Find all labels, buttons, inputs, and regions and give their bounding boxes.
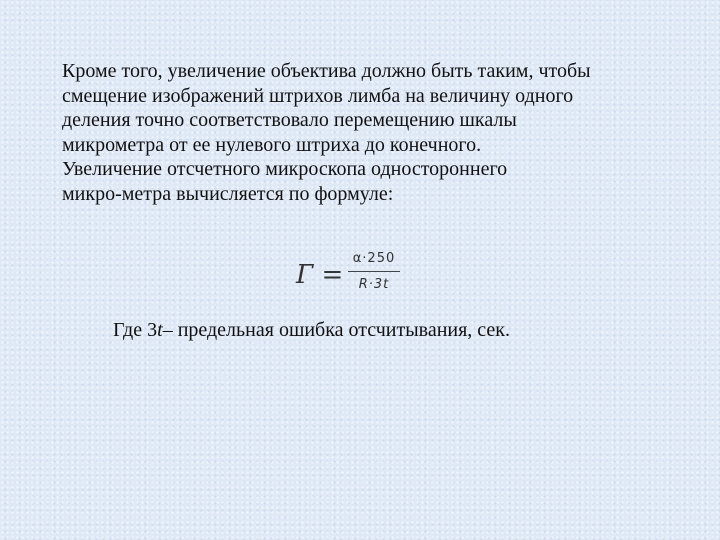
formula-fraction (348, 250, 400, 294)
fraction-bar (348, 271, 400, 272)
caption-prefix: Где 3 (113, 319, 158, 341)
paragraph-line: микро-метра вычисляется по формуле: (62, 182, 394, 205)
paragraph-line: Увеличение отсчетного микроскопа одностороннего (62, 158, 508, 180)
formula-numerator: α·250 (352, 251, 396, 266)
magnification-formula (296, 250, 416, 302)
body-paragraph (62, 59, 682, 206)
paragraph-line: микрометра от ее нулевого штриха до конечного. (62, 133, 482, 156)
caption-suffix: – предельная ошибка отсчитывания, сек. (162, 319, 511, 341)
formula-denominator: R·3t (358, 277, 390, 293)
formula-lhs: Г = (296, 260, 344, 290)
paragraph-line: Кроме того, увеличение объектива должно быть таким, чтобы (62, 60, 591, 82)
paragraph-line: смещение изображений штрихов лимба на величину одного (62, 84, 574, 107)
caption-variable: t (157, 319, 163, 341)
formula-caption (113, 319, 510, 342)
paragraph-line: деления точно соответствовало перемещению шкалы (62, 109, 517, 131)
